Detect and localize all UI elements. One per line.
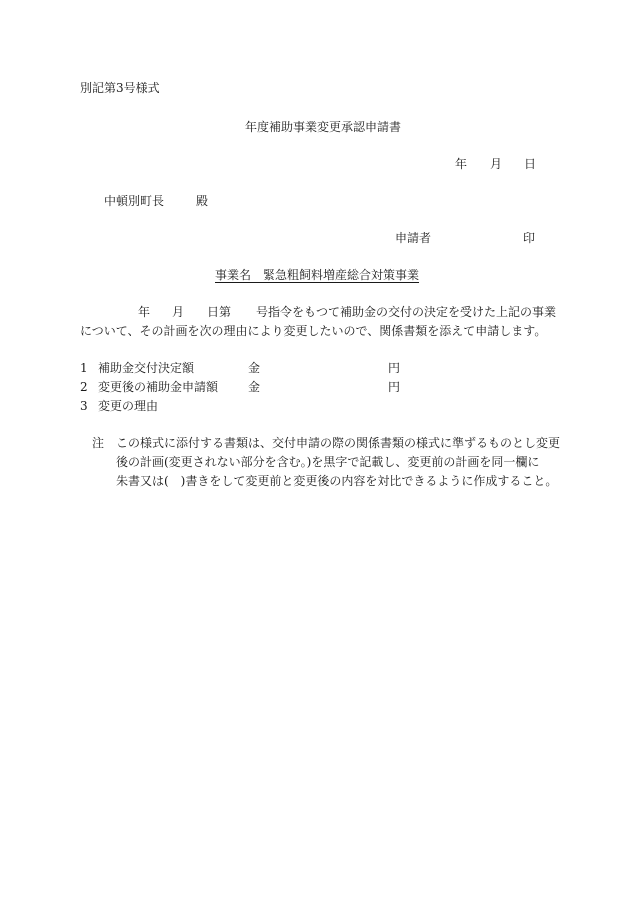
addressee-name: 中頓別町長 xyxy=(104,194,165,208)
body-day-no: 日第 xyxy=(207,305,232,319)
item-1-num: 1 xyxy=(80,361,88,375)
item-2-yen: 円 xyxy=(388,380,401,394)
body-month: 月 xyxy=(172,305,185,319)
applicant-seal: 印 xyxy=(523,231,536,245)
item-2-num: 2 xyxy=(80,380,88,394)
body-line-2: について、その計画を次の理由により変更したいので、関係書類を添えて申請します。 xyxy=(80,324,547,338)
item-3-label: 変更の理由 xyxy=(98,399,159,413)
note-line-1: この様式に添付する書類は、交付申請の際の関係書類の様式に準ずるものとし変更 xyxy=(116,436,561,450)
date-year: 年 xyxy=(455,157,468,171)
body-rest: 号指令をもつて補助金の交付の決定を受けた上記の事業 xyxy=(256,305,557,319)
date-month: 月 xyxy=(490,157,503,171)
item-1-yen: 円 xyxy=(388,361,401,375)
body-year: 年 xyxy=(138,305,151,319)
addressee-honorific: 殿 xyxy=(196,194,209,208)
item-2-kin: 金 xyxy=(248,380,261,394)
note-label: 注 xyxy=(92,436,105,450)
applicant-label: 申請者 xyxy=(395,231,432,245)
note-line-2: 後の計画(変更されない部分を含む。)を黒字で記載し、変更前の計画を同一欄に xyxy=(116,455,540,469)
note-line-3: 朱書又は( )書きをして変更前と変更後の内容を対比できるように作成すること。 xyxy=(116,474,558,488)
item-2-label: 変更後の補助金申請額 xyxy=(98,380,219,394)
project-name: 事業名 緊急粗飼料増産総合対策事業 xyxy=(215,268,420,282)
document-title: 年度補助事業変更承認申請書 xyxy=(245,120,402,134)
item-1-label: 補助金交付決定額 xyxy=(98,361,195,375)
item-1-kin: 金 xyxy=(248,361,261,375)
form-number: 別記第3号様式 xyxy=(80,81,160,95)
item-3-num: 3 xyxy=(80,399,88,413)
date-day: 日 xyxy=(524,157,537,171)
